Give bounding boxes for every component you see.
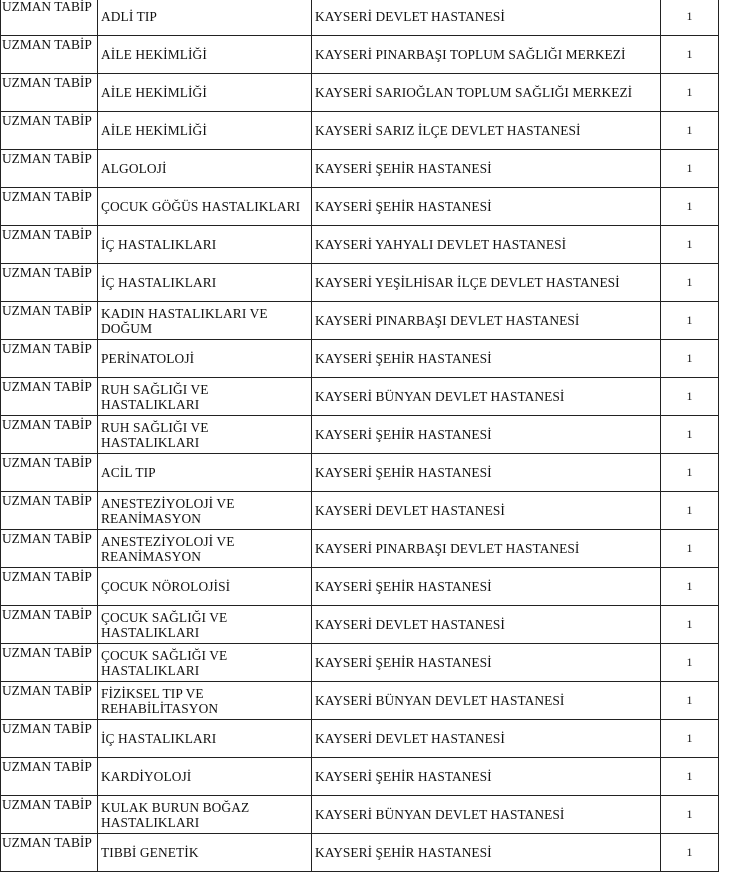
branch-cell: ÇOCUK NÖROLOJİSİ — [98, 568, 312, 606]
quota-cell: 1 — [661, 74, 719, 112]
table-row — [1, 416, 719, 454]
quota-cell: 1 — [661, 758, 719, 796]
branch-cell: FİZİKSEL TIP VE REHABİLİTASYON — [98, 682, 312, 720]
title-cell: UZMAN TABİP — [1, 188, 98, 226]
branch-cell: ACİL TIP — [98, 454, 312, 492]
title-cell: UZMAN TABİP — [1, 36, 98, 74]
table-body — [1, 0, 719, 872]
title-cell: UZMAN TABİP — [1, 416, 98, 454]
title-cell: UZMAN TABİP — [1, 644, 98, 682]
quota-cell: 1 — [661, 796, 719, 834]
quota-cell: 1 — [661, 0, 719, 36]
institution-cell: KAYSERİ ŞEHİR HASTANESİ — [312, 644, 661, 682]
institution-cell: KAYSERİ DEVLET HASTANESİ — [312, 0, 661, 36]
institution-cell: KAYSERİ ŞEHİR HASTANESİ — [312, 150, 661, 188]
table-row — [1, 796, 719, 834]
quota-cell: 1 — [661, 416, 719, 454]
title-cell: UZMAN TABİP — [1, 758, 98, 796]
quota-cell: 1 — [661, 188, 719, 226]
title-cell: UZMAN TABİP — [1, 150, 98, 188]
institution-cell: KAYSERİ DEVLET HASTANESİ — [312, 492, 661, 530]
institution-cell: KAYSERİ ŞEHİR HASTANESİ — [312, 454, 661, 492]
title-cell: UZMAN TABİP — [1, 530, 98, 568]
institution-cell: KAYSERİ BÜNYAN DEVLET HASTANESİ — [312, 378, 661, 416]
table-row — [1, 302, 719, 340]
table-row — [1, 758, 719, 796]
branch-cell: AİLE HEKİMLİĞİ — [98, 74, 312, 112]
branch-cell: TIBBİ GENETİK — [98, 834, 312, 872]
institution-cell: KAYSERİ YAHYALI DEVLET HASTANESİ — [312, 226, 661, 264]
table-row — [1, 530, 719, 568]
institution-cell: KAYSERİ DEVLET HASTANESİ — [312, 720, 661, 758]
quota-cell: 1 — [661, 492, 719, 530]
table-row — [1, 0, 719, 36]
title-cell: UZMAN TABİP — [1, 720, 98, 758]
quota-cell: 1 — [661, 36, 719, 74]
table-row — [1, 264, 719, 302]
quota-cell: 1 — [661, 682, 719, 720]
quota-cell: 1 — [661, 834, 719, 872]
title-cell: UZMAN TABİP — [1, 302, 98, 340]
title-cell: UZMAN TABİP — [1, 74, 98, 112]
quota-cell: 1 — [661, 340, 719, 378]
table-row — [1, 720, 719, 758]
branch-cell: ÇOCUK SAĞLIĞI VE HASTALIKLARI — [98, 606, 312, 644]
institution-cell: KAYSERİ YEŞİLHİSAR İLÇE DEVLET HASTANESİ — [312, 264, 661, 302]
table-row — [1, 644, 719, 682]
quota-cell: 1 — [661, 264, 719, 302]
branch-cell: İÇ HASTALIKLARI — [98, 226, 312, 264]
title-cell: UZMAN TABİP — [1, 0, 98, 36]
branch-cell: ANESTEZİYOLOJİ VE REANİMASYON — [98, 492, 312, 530]
institution-cell: KAYSERİ ŞEHİR HASTANESİ — [312, 758, 661, 796]
title-cell: UZMAN TABİP — [1, 568, 98, 606]
branch-cell: KARDİYOLOJİ — [98, 758, 312, 796]
branch-cell: RUH SAĞLIĞI VE HASTALIKLARI — [98, 416, 312, 454]
branch-cell: KULAK BURUN BOĞAZ HASTALIKLARI — [98, 796, 312, 834]
branch-cell: ADLİ TIP — [98, 0, 312, 36]
institution-cell: KAYSERİ SARIOĞLAN TOPLUM SAĞLIĞI MERKEZİ — [312, 74, 661, 112]
title-cell: UZMAN TABİP — [1, 606, 98, 644]
institution-cell: KAYSERİ SARIZ İLÇE DEVLET HASTANESİ — [312, 112, 661, 150]
table-row — [1, 188, 719, 226]
title-cell: UZMAN TABİP — [1, 112, 98, 150]
institution-cell: KAYSERİ ŞEHİR HASTANESİ — [312, 568, 661, 606]
quota-cell: 1 — [661, 302, 719, 340]
institution-cell: KAYSERİ PINARBAŞI DEVLET HASTANESİ — [312, 530, 661, 568]
quota-cell: 1 — [661, 150, 719, 188]
title-cell: UZMAN TABİP — [1, 454, 98, 492]
branch-cell: ÇOCUK GÖĞÜS HASTALIKLARI — [98, 188, 312, 226]
quota-cell: 1 — [661, 226, 719, 264]
quota-cell: 1 — [661, 530, 719, 568]
title-cell: UZMAN TABİP — [1, 340, 98, 378]
table-row — [1, 226, 719, 264]
table-row — [1, 606, 719, 644]
quota-cell: 1 — [661, 720, 719, 758]
institution-cell: KAYSERİ ŞEHİR HASTANESİ — [312, 340, 661, 378]
table-row — [1, 340, 719, 378]
quota-cell: 1 — [661, 454, 719, 492]
branch-cell: ALGOLOJİ — [98, 150, 312, 188]
table-row — [1, 36, 719, 74]
institution-cell: KAYSERİ PINARBAŞI TOPLUM SAĞLIĞI MERKEZİ — [312, 36, 661, 74]
institution-cell: KAYSERİ BÜNYAN DEVLET HASTANESİ — [312, 796, 661, 834]
title-cell: UZMAN TABİP — [1, 834, 98, 872]
branch-cell: AİLE HEKİMLİĞİ — [98, 112, 312, 150]
table-row — [1, 492, 719, 530]
title-cell: UZMAN TABİP — [1, 682, 98, 720]
quota-cell: 1 — [661, 568, 719, 606]
title-cell: UZMAN TABİP — [1, 264, 98, 302]
title-cell: UZMAN TABİP — [1, 226, 98, 264]
table-row — [1, 74, 719, 112]
branch-cell: İÇ HASTALIKLARI — [98, 264, 312, 302]
branch-cell: ÇOCUK SAĞLIĞI VE HASTALIKLARI — [98, 644, 312, 682]
table-row — [1, 568, 719, 606]
institution-cell: KAYSERİ ŞEHİR HASTANESİ — [312, 416, 661, 454]
institution-cell: KAYSERİ ŞEHİR HASTANESİ — [312, 834, 661, 872]
institution-cell: KAYSERİ PINARBAŞI DEVLET HASTANESİ — [312, 302, 661, 340]
quota-cell: 1 — [661, 644, 719, 682]
branch-cell: PERİNATOLOJİ — [98, 340, 312, 378]
table-row — [1, 682, 719, 720]
institution-cell: KAYSERİ ŞEHİR HASTANESİ — [312, 188, 661, 226]
table-row — [1, 112, 719, 150]
institution-cell: KAYSERİ DEVLET HASTANESİ — [312, 606, 661, 644]
institution-cell: KAYSERİ BÜNYAN DEVLET HASTANESİ — [312, 682, 661, 720]
branch-cell: KADIN HASTALIKLARI VE DOĞUM — [98, 302, 312, 340]
quota-cell: 1 — [661, 112, 719, 150]
branch-cell: AİLE HEKİMLİĞİ — [98, 36, 312, 74]
table-row — [1, 378, 719, 416]
branch-cell: RUH SAĞLIĞI VE HASTALIKLARI — [98, 378, 312, 416]
table-row — [1, 454, 719, 492]
table-row — [1, 834, 719, 872]
title-cell: UZMAN TABİP — [1, 378, 98, 416]
quota-cell: 1 — [661, 606, 719, 644]
branch-cell: İÇ HASTALIKLARI — [98, 720, 312, 758]
table-row — [1, 150, 719, 188]
title-cell: UZMAN TABİP — [1, 796, 98, 834]
quota-cell: 1 — [661, 378, 719, 416]
title-cell: UZMAN TABİP — [1, 492, 98, 530]
branch-cell: ANESTEZİYOLOJİ VE REANİMASYON — [98, 530, 312, 568]
